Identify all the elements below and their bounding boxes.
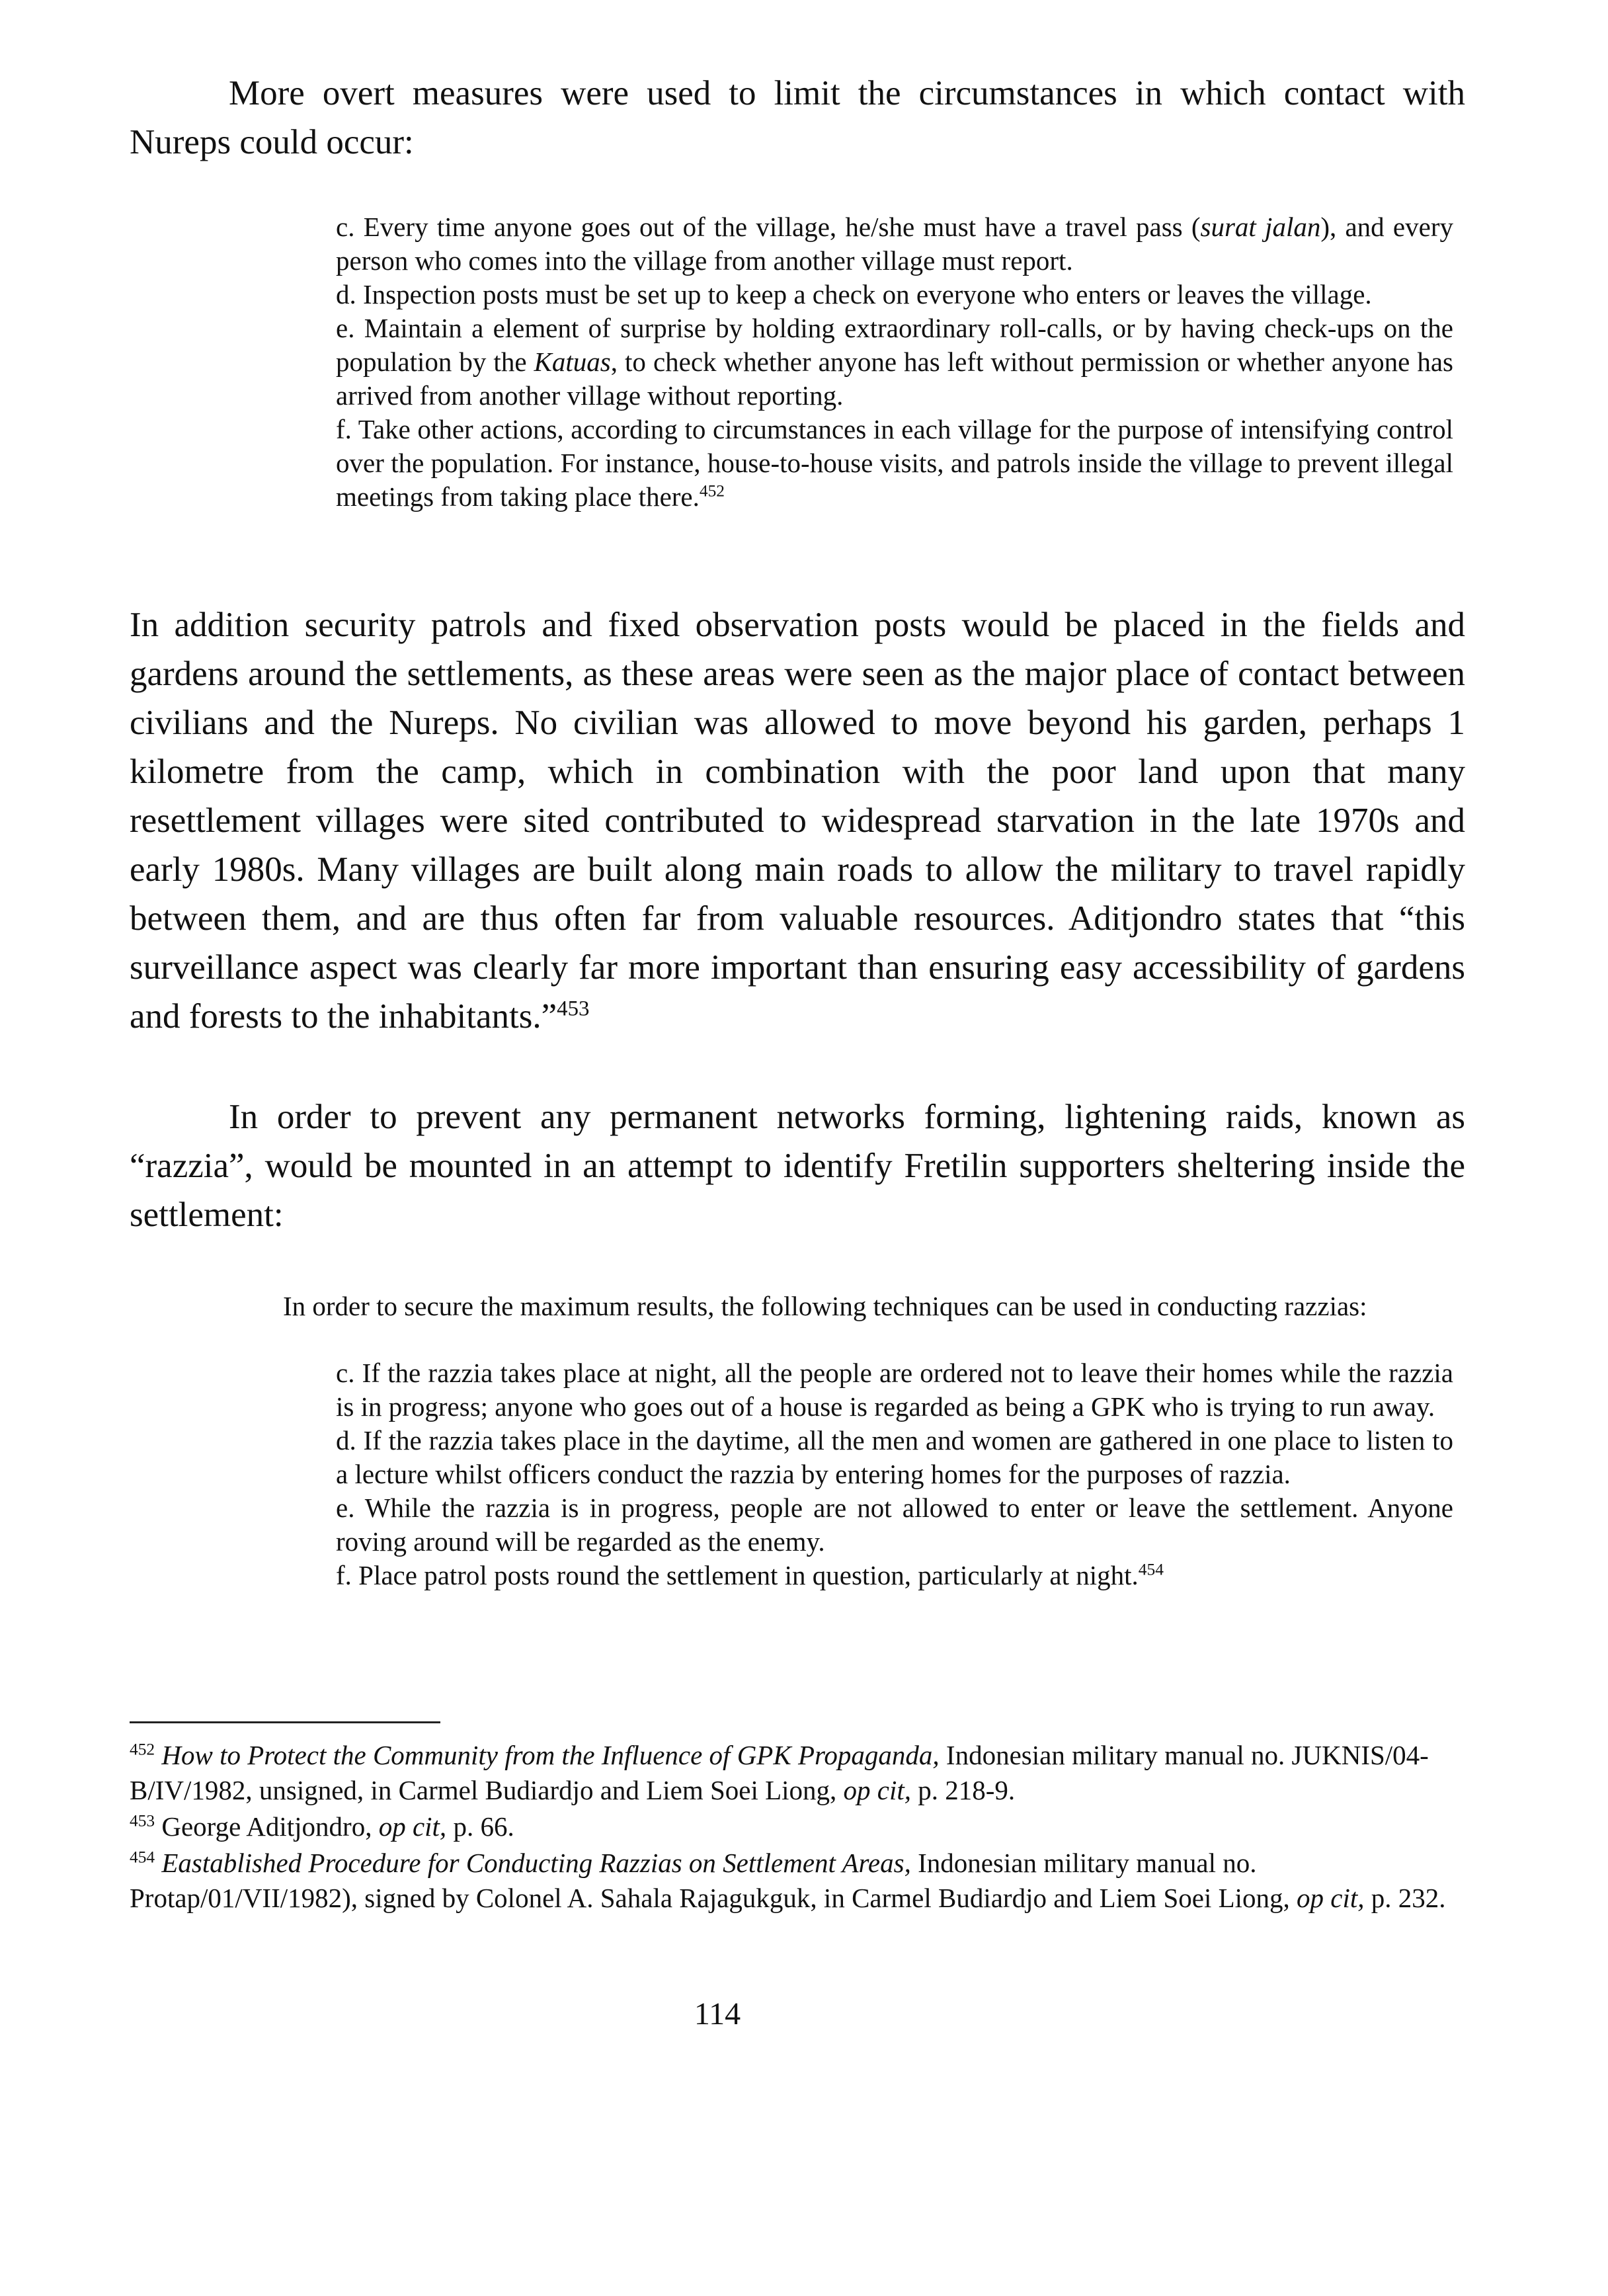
- intro-paragraph: More overt measures were used to limit the circumstances in which contact with Nureps could occur:: [130, 74, 1465, 161]
- quote-item-c: c. Every time anyone goes out of the village, he/she must have a travel pass (surat jalan), and every person who comes into the village from another village must report.: [336, 212, 1453, 276]
- quote-item-f: f. Take other actions, according to circumstances in each village for the purpose of intensifying control over the population. For instance, house-to-house visits, and patrols inside the village to prevent illegal meetings from taking place there.$^{452}$: [336, 414, 1453, 512]
- security-patrols-paragraph: In addition security patrols and fixed observation posts would be placed in the fields and gardens around the settlements, as these areas were seen as the major place of contact between civilians and the Nureps. No civilian was allowed to move beyond his garden, perhaps 1 kilometre from the camp, which in combination with the poor land upon that many resettlement villages were sited contributed to widespread starvation in the late 1970s and early 1980s. Many villages are built along main roads to allow the military to travel rapidly between them, and are thus often far from valuable resources. Aditjondro states that “this surveillance aspect was clearly far more important than ensuring easy accessibility of gardens and forests to the inhabitants.”$^{453}$: [130, 606, 1465, 1036]
- footnote-452: $^{452}$ How to Protect the Community from the Influence of GPK Propaganda, Indonesian military manual no. JUKNIS/04-B/IV/1982, unsigned, in Carmel Budiardjo and Liem Soei Liong, op cit, p. 218-9.: [130, 1740, 1429, 1805]
- footnote-separator: [130, 1721, 440, 1723]
- footnote-453: $^{453}$ George Aditjondro, op cit, p. 66.: [130, 1811, 514, 1842]
- footnote-ref-453: 453: [557, 997, 590, 1021]
- razzia-techniques-list: [336, 1356, 1453, 1592]
- quote-item-e: e. Maintain a element of surprise by holding extraordinary roll-calls, or by having check-ups on the population by the Katuas, to check whether anyone has left without permission or whether anyone has arrived from another village without reporting.: [336, 313, 1453, 411]
- razzia-item-d: d. If the razzia takes place in the daytime, all the men and women are gathered in one place to listen to a lecture whilst officers conduct the razzia by entering homes for the purposes of razzia.: [336, 1425, 1453, 1489]
- footnote-454: $^{454}$ Eastablished Procedure for Conducting Razzias on Settlement Areas, Indonesian military manual no. Protap/01/VII/1982), signed by Colonel A. Sahala Rajagukguk, in Carmel Budiardjo and Liem Soei Liong, op cit, p. 232.: [130, 1848, 1446, 1913]
- razzia-paragraph: In order to prevent any permanent networks forming, lightening raids, known as “razzia”, would be mounted in an attempt to identify Fretilin supporters sheltering inside the settlement:: [130, 1098, 1465, 1234]
- footnote-ref-452: 452: [699, 481, 725, 501]
- razzia-item-e: e. While the razzia is in progress, people are not allowed to enter or leave the settlement. Anyone roving around will be regarded as the enemy.: [336, 1493, 1453, 1557]
- razzia-item-c: c. If the razzia takes place at night, all the people are ordered not to leave their homes while the razzia is in progress; anyone who goes out of a house is regarded as being a GPK who is trying to run away.: [336, 1358, 1453, 1422]
- page-number: 114: [694, 1996, 741, 2031]
- razzia-item-f: f. Place patrol posts round the settlement in question, particularly at night.$^{454}$: [336, 1560, 1164, 1590]
- block-quote-razzia: [283, 1290, 1453, 1592]
- quote-item-d: d. Inspection posts must be set up to keep a check on everyone who enters or leaves the village.: [336, 279, 1372, 309]
- quote-intro: In order to secure the maximum results, the following techniques can be used in conducting razzias:: [283, 1291, 1367, 1321]
- footnotes: [130, 1738, 1472, 1917]
- footnote-ref-454: 454: [1138, 1560, 1164, 1579]
- block-quote-village-control: [336, 210, 1453, 514]
